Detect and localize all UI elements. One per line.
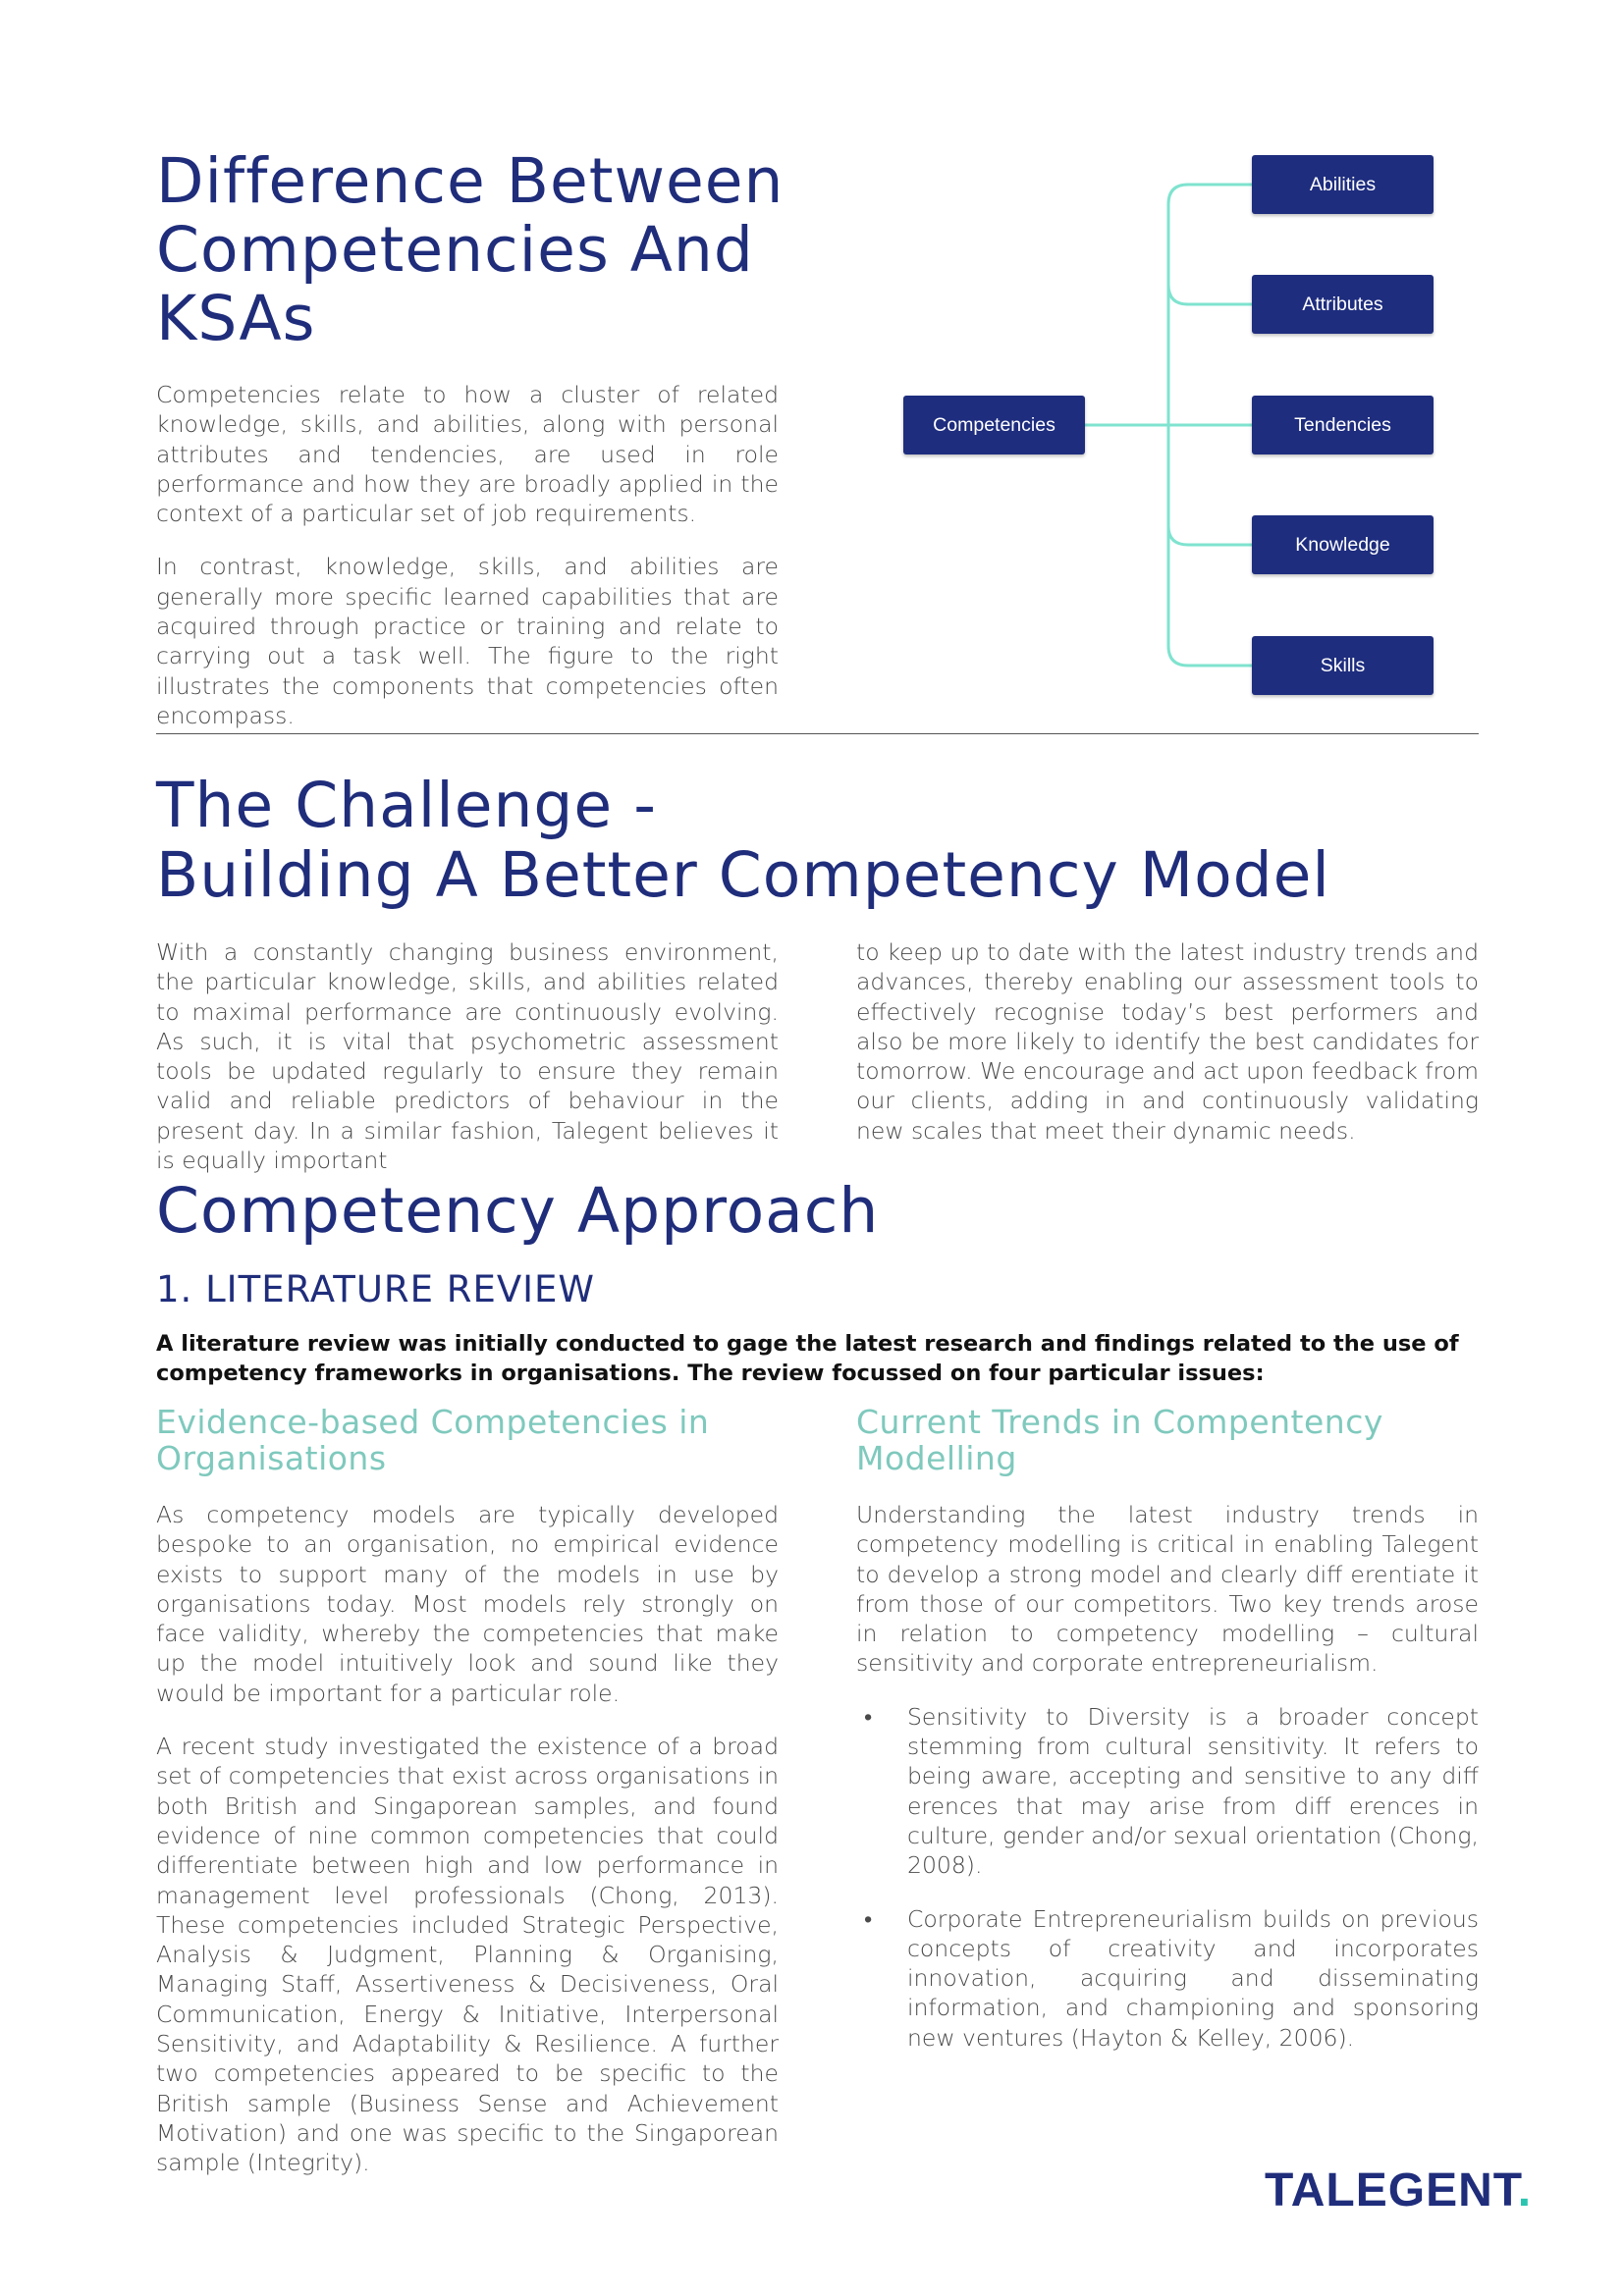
section2-left-text: With a constantly changing business environment, the particular knowledge, skills, and abilities related to maximal performance are continuously evolving. As such, it is vital that psychometric assessment tools be updated regularly to ensure they remain valid and reliable predictors of behaviour in the present day. In a similar fashion, Talegent believes it is equally important	[156, 938, 779, 1175]
talegent-logo	[1265, 2163, 1532, 2217]
bullet-text: Sensitivity to Diversity is a broader concept stemming from cultural sensitivity. It refers to being aware, accepting and sensitive to any diff erences that may arise from diff erences in culture, gender and/or sexual orientation (Chong, 2008).	[907, 1702, 1479, 1880]
evidence-based-heading: Evidence-based Competencies in	[156, 1403, 710, 1441]
section2-title	[156, 771, 1433, 910]
section1-title-line: KSAs	[156, 283, 316, 354]
section2-col-right	[856, 937, 1479, 1146]
competency-diagram	[884, 147, 1473, 707]
section3-title: Competency Approach	[156, 1175, 880, 1247]
diagram-node-skills: Skills	[1252, 636, 1434, 695]
diagram-node-tendencies: Tendencies	[1252, 396, 1434, 454]
diagram-node-abilities: Abilities	[1252, 155, 1434, 214]
evidence-based-heading: Organisations	[156, 1439, 387, 1477]
current-trends-column	[856, 1404, 1479, 2076]
bullet-dot: •	[864, 1904, 873, 1933]
section1-body	[156, 380, 779, 754]
section2-right-text: to keep up to date with the latest industry trends and advances, thereby enabling our assessment tools to effectively recognise today’s best performers and also be more likely to identify the best candidates for tomorrow. We encourage and act upon feedback from our clients, adding in and continuously validating new scales that meet their dynamic needs.	[856, 938, 1479, 1145]
diagram-node-attributes: Attributes	[1252, 275, 1434, 334]
section1-title	[156, 147, 863, 353]
logo-dot: .	[1517, 2164, 1533, 2216]
bullet-item	[856, 1904, 1479, 2053]
current-trends-heading: Current Trends in Compentency	[856, 1403, 1383, 1441]
current-trends-paragraph: Understanding the latest industry trends in competency modelling is critical in enabling Talegent to develop a strong model and clearly diff erentiate it from those of our competitors. Two key trends arose in relation to competency modelling – cultural sensitivity and corporate entrepreneurialism.	[856, 1501, 1479, 1678]
literature-review-intro-text: A literature review was initially conducted to gage the latest research and findings related to the use of competency frameworks in organisations. The review focussed on four particular issues:	[156, 1331, 1459, 1386]
bullet-dot: •	[864, 1702, 873, 1731]
section1-paragraph: Competencies relate to how a cluster of related knowledge, skills, and abilities, along with personal attributes and tendencies, are used in role performance and how they are broadly applied in the context of a particular set of job requirements.	[156, 381, 779, 528]
current-trends-heading: Modelling	[856, 1439, 1017, 1477]
section-divider	[156, 733, 1479, 734]
diagram-node-competencies: Competencies	[903, 396, 1085, 454]
section2-col-left	[156, 937, 779, 1175]
literature-review-heading: 1. LITERATURE REVIEW	[156, 1268, 596, 1310]
bullet-text: Corporate Entrepreneurialism builds on previous concepts of creativity and incorporates innovation, acquiring and disseminating information, and championing and sponsoring new ventures (Hayton & Kelley, 2006).	[907, 1904, 1479, 2052]
section2-title-line: The Challenge -	[156, 770, 657, 841]
section1-title-line: Difference Between	[156, 145, 785, 217]
evidence-based-paragraph: A recent study investigated the existence of a broad set of competencies that exist across organisations in both British and Singaporean samples, and found evidence of nine common competencies that could differentiate between high and low performance in management level professionals (Chong, 2013). These competencies included Strategic Perspective, Analysis & Judgment, Planning & Organising, Managing Staff, Assertiveness & Decisiveness, Oral Communication, Energy & Initiative, Interpersonal Sensitivity, and Adaptability & Resilience. A further two competencies appeared to be specific to the British sample (Business Sense and Achievement Motivation) and one was specific to the Singaporean sample (Integrity).	[156, 1733, 779, 2177]
bullet-item	[856, 1702, 1479, 1881]
evidence-based-paragraph: As competency models are typically developed bespoke to an organisation, no empirical evidence exists to support many of the models in use by organisations today. Most models rely strongly on face validity, whereby the competencies that make up the model intuitively look and sound like they would be important for a particular role.	[156, 1501, 779, 1707]
section1-paragraph: In contrast, knowledge, skills, and abilities are generally more specific learned capabilities that are acquired through practice or training and relate to carrying out a task well. The figure to the right illustrates the components that competencies often encompass.	[156, 553, 779, 729]
diagram-node-knowledge: Knowledge	[1252, 515, 1434, 574]
logo-text: TALEGENT	[1265, 2164, 1518, 2216]
current-trends-bullets	[856, 1702, 1479, 2053]
literature-review-intro	[156, 1329, 1482, 1388]
section2-title-line: Building A Better Competency Model	[156, 839, 1330, 911]
evidence-based-column	[156, 1404, 779, 2202]
section1-title-line: Competencies And	[156, 214, 754, 286]
